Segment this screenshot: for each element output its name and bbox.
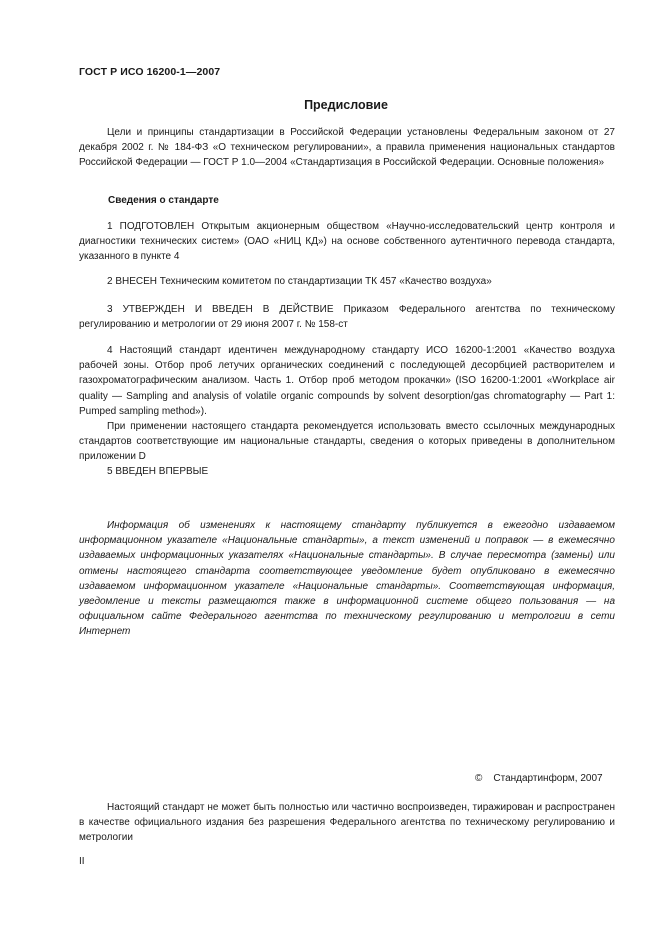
- page-number: II: [79, 856, 85, 867]
- item-3-block: [79, 302, 615, 332]
- item-4-block: [79, 343, 615, 465]
- copyright-line: [475, 773, 603, 784]
- item-2-introduced: 2 ВНЕСЕН Техническим комитетом по стандартизации ТК 457 «Качество воздуха»: [107, 276, 492, 287]
- standard-info-heading: Сведения о стандарте: [108, 195, 219, 206]
- intro-paragraph: Цели и принципы стандартизации в Российской Федерации установлены Федеральным законом от 27 декабря 2002 г. № 184-ФЗ «О техническом регулировании», а правила применения национальных стандартов Российской Федерации — ГОСТ Р 1.0—2004 «Стандартизация в Российской Федерации. Основные положения»: [79, 127, 615, 169]
- document-code-header: ГОСТ Р ИСО 16200-1—2007: [79, 66, 221, 78]
- page-title: Предисловие: [304, 98, 388, 112]
- item-5-block: [79, 464, 615, 479]
- item-5-first-introduced: 5 ВВЕДЕН ВПЕРВЫЕ: [107, 466, 209, 477]
- reproduction-notice: Настоящий стандарт не может быть полностью или частично воспроизведен, тиражирован и распространен в качестве официального издания без разрешения Федерального агентства по техническому регулированию и метрологии: [79, 802, 615, 844]
- item-4-note: При применении настоящего стандарта рекомендуется использовать вместо ссылочных международных стандартов соответствующие им национальные стандарты, сведения о которых приведены в дополнительном приложении D: [79, 421, 615, 463]
- item-1-prepared: 1 ПОДГОТОВЛЕН Открытым акционерным обществом «Научно-исследовательский центр контроля и диагностики технических систем» (ОАО «НИЦ КД») на основе собственного аутентичного перевода стандарта, указанного в пункте 4: [79, 221, 615, 263]
- reproduction-notice-block: [79, 800, 615, 846]
- copyright-symbol: ©: [475, 773, 483, 784]
- item-2-block: [79, 274, 615, 289]
- intro-paragraph-block: [79, 125, 615, 171]
- item-3-approved: 3 УТВЕРЖДЕН И ВВЕДЕН В ДЕЙСТВИЕ Приказом Федерального агентства по техническому регулированию и метрологии от 29 июня 2007 г. № 158-ст: [79, 304, 615, 331]
- item-4-identical: 4 Настоящий стандарт идентичен международному стандарту ИСО 16200-1:2001 «Качество воздуха рабочей зоны. Отбор проб летучих органических соединений с последующей десорбцией растворителем и газохроматографическим анализом. Часть 1. Отбор проб методом прокачки» (ISO 16200-1:2001 «Workplace air quality — Sampling and analysis of volatile organic compounds by solvent desorption/gas chromatography — Part 1: Pumped sampling method»).: [79, 345, 615, 417]
- item-1-block: [79, 219, 615, 265]
- changes-notice-block: [79, 518, 615, 640]
- changes-notice: Информация об изменениях к настоящему стандарту публикуется в ежегодно издаваемом информационном указателе «Национальные стандарты», а текст изменений и поправок — в ежемесячно издаваемых информационных указателях «Национальные стандарты». В случае пересмотра (замены) или отмены настоящего стандарта соответствующее уведомление будет опубликовано в ежемесячно издаваемом информационном указателе «Национальные стандарты». Соответствующая информация, уведомление и тексты размещаются также в информационной системе общего пользования — на официальном сайте Федерального агентства по техническому регулированию и метрологии в сети Интернет: [79, 520, 615, 638]
- copyright-text: Стандартинформ, 2007: [493, 773, 603, 784]
